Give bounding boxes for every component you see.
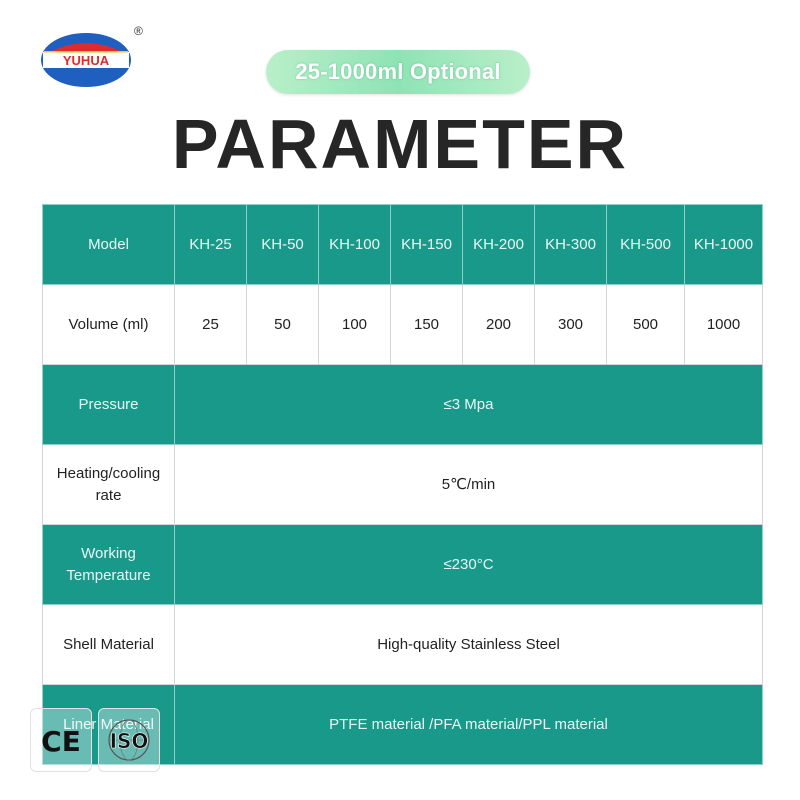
shell-material-label: Shell Material — [43, 605, 175, 685]
volume-cell: 200 — [463, 285, 535, 365]
working-temperature-label: Working Temperature — [43, 525, 175, 605]
iso-mark-icon — [98, 708, 160, 772]
shell-material-value: High-quality Stainless Steel — [175, 605, 763, 685]
registered-mark: ® — [134, 24, 143, 38]
pressure-label: Pressure — [43, 365, 175, 445]
model-cell: KH-100 — [319, 205, 391, 285]
table-row-working-temperature — [43, 525, 763, 605]
capacity-banner-text: 25-1000ml Optional — [295, 59, 501, 84]
volume-cell: 150 — [391, 285, 463, 365]
model-label: Model — [43, 205, 175, 285]
certification-badges — [28, 708, 168, 774]
table-row-heating-rate — [43, 445, 763, 525]
model-cell: KH-1000 — [685, 205, 763, 285]
volume-cell: 1000 — [685, 285, 763, 365]
model-cell: KH-25 — [175, 205, 247, 285]
volume-cell: 500 — [607, 285, 685, 365]
liner-material-value: PTFE material /PFA material/PPL material — [175, 685, 763, 765]
svg-text:ISO: ISO — [109, 729, 149, 753]
capacity-banner — [266, 50, 530, 94]
model-cell: KH-300 — [535, 205, 607, 285]
volume-cell: 50 — [247, 285, 319, 365]
ce-mark-icon — [30, 708, 92, 772]
table-row-model — [43, 205, 763, 285]
heating-rate-value: 5℃/min — [175, 445, 763, 525]
table-row-pressure — [43, 365, 763, 445]
liner-material-label: Liner Material — [43, 685, 175, 765]
svg-text:CE: CE — [41, 725, 81, 758]
volume-cell: 100 — [319, 285, 391, 365]
table-row-shell-material — [43, 605, 763, 685]
heating-rate-label: Heating/cooling rate — [43, 445, 175, 525]
model-cell: KH-500 — [607, 205, 685, 285]
brand-name: YUHUA — [62, 53, 110, 68]
model-cell: KH-200 — [463, 205, 535, 285]
parameter-table — [42, 204, 763, 765]
yuhua-logo — [40, 32, 132, 88]
volume-label: Volume (ml) — [43, 285, 175, 365]
model-cell: KH-150 — [391, 205, 463, 285]
pressure-value: ≤3 Mpa — [175, 365, 763, 445]
volume-cell: 25 — [175, 285, 247, 365]
model-cell: KH-50 — [247, 205, 319, 285]
page-title: PARAMETER — [171, 105, 629, 183]
table-row-volume — [43, 285, 763, 365]
working-temperature-value: ≤230°C — [175, 525, 763, 605]
volume-cell: 300 — [535, 285, 607, 365]
